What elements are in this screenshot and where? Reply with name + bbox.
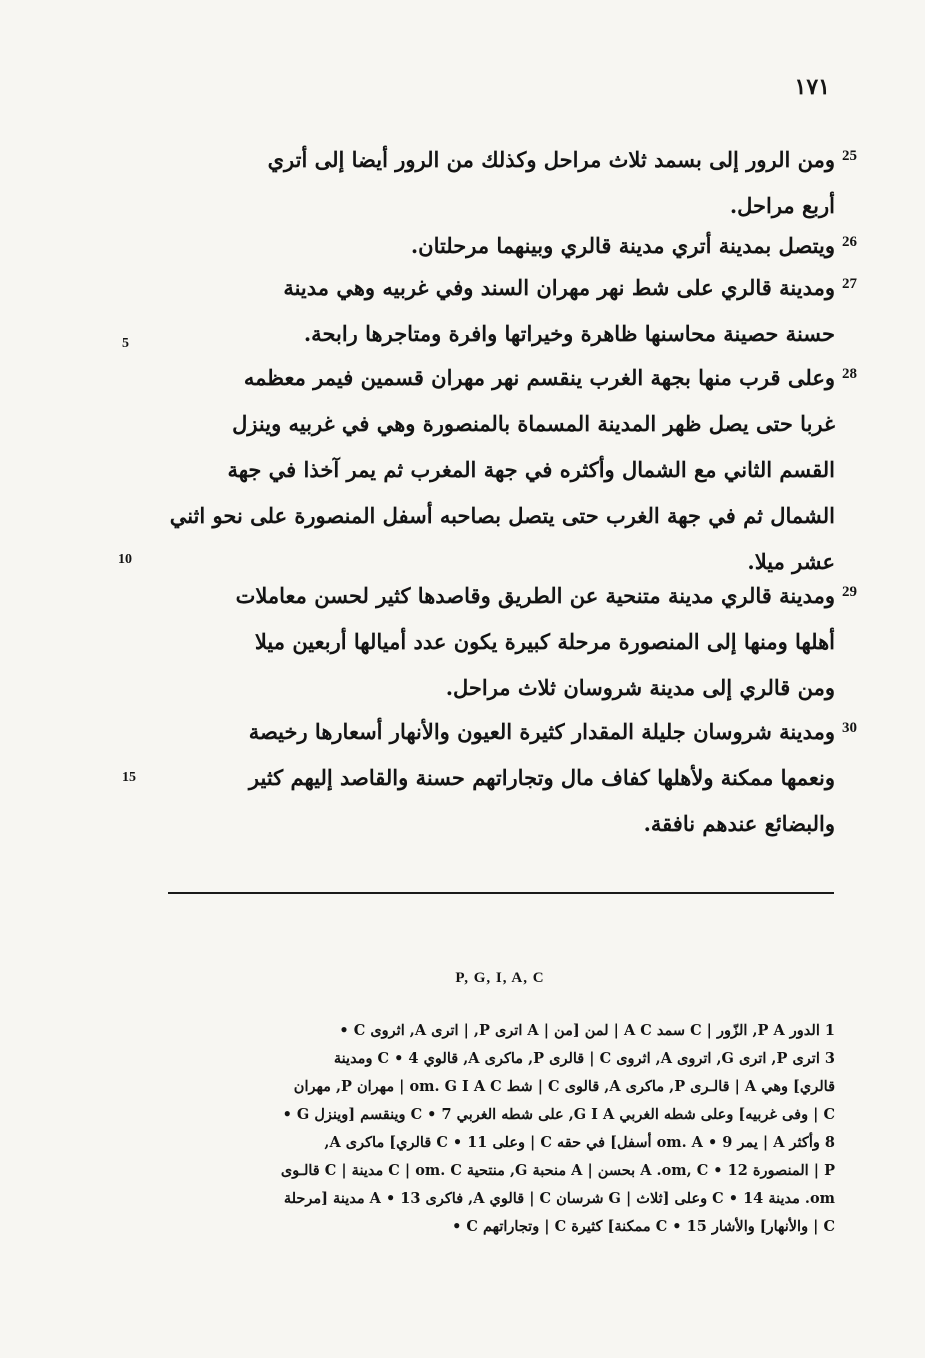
line-marker-10: 10: [118, 552, 132, 567]
footnote-divider: [168, 892, 834, 894]
text-line: أهلها ومنها إلى المنصورة مرحلة كبيرة يكون عدد أميالها أربعين ميلا: [254, 629, 835, 654]
paragraph-number: 25: [842, 148, 857, 164]
apparatus-line: قالري] وهي A | قالـرى P, ماكرى A, قالوى C | شط om. G I A C | مهران P, مهران: [293, 1078, 835, 1095]
apparatus-line: P | المنصورة 12 • A .om, C بحسن | A منحبة G, منتحية C | om. C مدينة | C قالـوى: [280, 1162, 835, 1179]
paragraph-number: 27: [842, 276, 857, 292]
paragraph-number: 29: [842, 584, 857, 600]
line-marker-15: 15: [122, 770, 136, 785]
text-line: أربع مراحل.: [729, 193, 835, 218]
text-line: وعلى قرب منها بجهة الغرب ينقسم نهر مهران قسمين فيمر معظمه: [243, 365, 835, 390]
text-line: غربا حتى يصل ظهر المدينة المسماة بالمنصورة وهي في غربيه وينزل: [232, 411, 835, 436]
apparatus-line: C | والأنهار] والأشار C • 15 ممكنة] كثيرة C | وتجاراتهم C •: [452, 1218, 835, 1235]
manuscript-sigla: P, G, I, A, C: [455, 970, 545, 986]
apparatus-line: 1 الدور P A, الزّور | C سمد A C | لمن [من | A اترى P, | اترى A, اثروى C •: [339, 1022, 835, 1039]
text-line: ومدينة شروسان جليلة المقدار كثيرة العيون والأنهار أسعارها رخيصة: [248, 719, 835, 744]
text-line: ومدينة قالري على شط نهر مهران السند وفي غربيه وهي مدينة: [283, 275, 835, 300]
text-line: القسم الثاني مع الشمال وأكثره في جهة المغرب ثم يمر آخذا في جهة: [227, 457, 835, 482]
text-line: الشمال ثم في جهة الغرب حتى يتصل بصاحبه أسفل المنصورة على نحو اثني: [169, 503, 835, 528]
page-number: ١٧١: [794, 74, 830, 100]
apparatus-line: 3 اترى P, اترى G, اتروى A, اثروى C | قالرى P, ماكرى A, قالوي C • 4 ومدينة: [333, 1050, 835, 1067]
text-line: ويتصل بمدينة أتري مدينة قالري وبينهما مرحلتان.: [410, 233, 835, 258]
text-line: ونعمها ممكنة ولأهلها كفاف مال وتجاراتهم حسنة والقاصد إليهم كثير: [248, 765, 835, 790]
paragraph-number: 30: [842, 720, 857, 736]
line-marker-5: 5: [122, 336, 129, 351]
apparatus-line: 8 وأكثر A | يمر om. A • 9 أسفل] في حقه C | وعلى C • 11 قالري] ماكرى A,: [324, 1134, 835, 1151]
text-line: ومن قالري إلى مدينة شروسان ثلاث مراحل.: [445, 675, 835, 700]
text-line: والبضائع عندهم نافقة.: [643, 811, 835, 836]
text-line: ومن الرور إلى بسمد ثلاث مراحل وكذلك من الرور أيضا إلى أتري: [267, 147, 835, 172]
paragraph-number: 28: [842, 366, 857, 382]
apparatus-line: C | وفى غربيه] وعلى شطه الغربي G I A, على شطه الغربي C • 7 وينقسم [وينزل G •: [282, 1106, 835, 1123]
text-line: حسنة حصينة محاسنها ظاهرة وخيراتها وافرة ومتاجرها رابحة.: [303, 321, 835, 346]
text-line: عشر ميلا.: [747, 549, 835, 574]
text-line: ومدينة قالري مدينة متنحية عن الطريق وقاصدها كثير لحسن معاملات: [235, 583, 835, 608]
paragraph-number: 26: [842, 234, 857, 250]
apparatus-line: om. مدينة 14 • C وعلى [ثلاث | G شرسان C | قالوي A, فاكرى 13 • A مدينة [مرحلة: [283, 1190, 835, 1207]
